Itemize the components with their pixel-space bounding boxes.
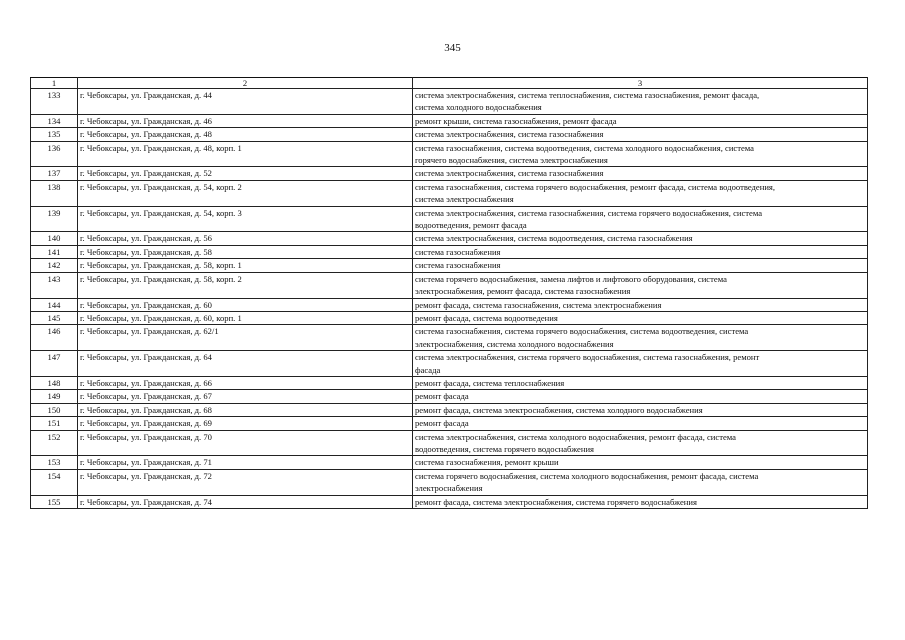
- works-line: система электроснабжения, система холодного водоснабжения, ремонт фасада, система: [415, 431, 736, 442]
- row-number: 151: [31, 417, 78, 430]
- row-number: 155: [31, 495, 78, 508]
- works-line: ремонт фасада: [415, 391, 469, 402]
- row-number: 138: [31, 180, 78, 206]
- works-line: система газоснабжения: [415, 246, 501, 257]
- row-address: г. Чебоксары, ул. Гражданская, д. 60, корп. 1: [78, 311, 413, 324]
- works-line: водоотведения, ремонт фасада: [415, 220, 527, 231]
- row-works: [413, 430, 868, 456]
- row-number: 141: [31, 245, 78, 258]
- row-number: 154: [31, 469, 78, 495]
- works-line: система горячего водоснабжения, замена лифтов и лифтового оборудования, система: [415, 273, 727, 284]
- table-row: [31, 167, 868, 180]
- row-address: г. Чебоксары, ул. Гражданская, д. 58: [78, 245, 413, 258]
- table-row: [31, 495, 868, 508]
- column-header-address: 2: [78, 78, 413, 89]
- table-row: [31, 390, 868, 403]
- row-address: г. Чебоксары, ул. Гражданская, д. 48, корп. 1: [78, 141, 413, 167]
- table-row: [31, 206, 868, 232]
- registry-table: [30, 77, 868, 509]
- row-works: [413, 311, 868, 324]
- works-line: горячего водоснабжения, система электроснабжения: [415, 155, 608, 166]
- row-works: [413, 259, 868, 272]
- row-works: [413, 89, 868, 115]
- row-works: [413, 390, 868, 403]
- table-row: [31, 298, 868, 311]
- row-address: г. Чебоксары, ул. Гражданская, д. 54, корп. 2: [78, 180, 413, 206]
- table-row: [31, 325, 868, 351]
- table-row: [31, 89, 868, 115]
- row-address: г. Чебоксары, ул. Гражданская, д. 68: [78, 403, 413, 416]
- row-address: г. Чебоксары, ул. Гражданская, д. 58, корп. 1: [78, 259, 413, 272]
- row-works: [413, 456, 868, 469]
- works-line: система газоснабжения, система водоотведения, система холодного водоснабжения, система: [415, 142, 754, 153]
- row-works: [413, 298, 868, 311]
- works-line: система электроснабжения, система водоотведения, система газоснабжения: [415, 233, 693, 244]
- row-works: [413, 141, 868, 167]
- table-row: [31, 351, 868, 377]
- row-number: 152: [31, 430, 78, 456]
- row-number: 148: [31, 376, 78, 389]
- column-header-number: 1: [31, 78, 78, 89]
- row-works: [413, 469, 868, 495]
- table-row: [31, 469, 868, 495]
- row-number: 147: [31, 351, 78, 377]
- row-address: г. Чебоксары, ул. Гражданская, д. 48: [78, 128, 413, 141]
- row-address: г. Чебоксары, ул. Гражданская, д. 72: [78, 469, 413, 495]
- row-address: г. Чебоксары, ул. Гражданская, д. 60: [78, 298, 413, 311]
- works-line: система электроснабжения, система газоснабжения: [415, 168, 604, 179]
- row-number: 146: [31, 325, 78, 351]
- works-line: система электроснабжения, система газоснабжения, система горячего водоснабжения, система: [415, 207, 763, 218]
- table-row: [31, 245, 868, 258]
- row-address: г. Чебоксары, ул. Гражданская, д. 58, корп. 2: [78, 272, 413, 298]
- row-address: г. Чебоксары, ул. Гражданская, д. 66: [78, 376, 413, 389]
- row-address: г. Чебоксары, ул. Гражданская, д. 62/1: [78, 325, 413, 351]
- works-line: система электроснабжения, система газоснабжения: [415, 129, 604, 140]
- row-works: [413, 232, 868, 245]
- row-number: 135: [31, 128, 78, 141]
- row-number: 139: [31, 206, 78, 232]
- row-works: [413, 376, 868, 389]
- works-line: ремонт фасада, система газоснабжения, система электроснабжения: [415, 299, 662, 310]
- works-line: водоотведения, система горячего водоснабжения: [415, 443, 594, 454]
- row-works: [413, 245, 868, 258]
- table-row: [31, 114, 868, 127]
- table-row: [31, 311, 868, 324]
- table-row: [31, 403, 868, 416]
- table-row: [31, 456, 868, 469]
- table-row: [31, 430, 868, 456]
- row-works: [413, 206, 868, 232]
- works-line: система холодного водоснабжения: [415, 102, 542, 113]
- row-number: 136: [31, 141, 78, 167]
- works-line: система газоснабжения, система горячего водоснабжения, ремонт фасада, система водоотведения,: [415, 181, 776, 192]
- row-works: [413, 128, 868, 141]
- table-row: [31, 417, 868, 430]
- works-line: электроснабжения, ремонт фасада, система газоснабжения: [415, 286, 631, 297]
- works-line: ремонт фасада, система электроснабжения, система горячего водоснабжения: [415, 496, 697, 507]
- table-row: [31, 376, 868, 389]
- row-works: [413, 351, 868, 377]
- table-row: [31, 180, 868, 206]
- table-row: [31, 128, 868, 141]
- works-line: ремонт фасада: [415, 418, 469, 429]
- table-row: [31, 272, 868, 298]
- row-number: 149: [31, 390, 78, 403]
- row-number: 133: [31, 89, 78, 115]
- row-works: [413, 114, 868, 127]
- page-number: 345: [444, 42, 461, 54]
- row-works: [413, 325, 868, 351]
- row-works: [413, 180, 868, 206]
- row-address: г. Чебоксары, ул. Гражданская, д. 69: [78, 417, 413, 430]
- row-works: [413, 272, 868, 298]
- column-header-works: 3: [413, 78, 868, 89]
- row-works: [413, 403, 868, 416]
- row-number: 150: [31, 403, 78, 416]
- row-number: 140: [31, 232, 78, 245]
- table-header-row: [31, 78, 868, 89]
- works-line: ремонт фасада, система электроснабжения, система холодного водоснабжения: [415, 404, 703, 415]
- row-address: г. Чебоксары, ул. Гражданская, д. 46: [78, 114, 413, 127]
- works-line: система электроснабжения, система теплоснабжения, система газоснабжения, ремонт фасада,: [415, 90, 760, 100]
- works-line: система газоснабжения, ремонт крыши: [415, 457, 559, 468]
- row-address: г. Чебоксары, ул. Гражданская, д. 54, корп. 3: [78, 206, 413, 232]
- row-address: г. Чебоксары, ул. Гражданская, д. 64: [78, 351, 413, 377]
- table-row: [31, 232, 868, 245]
- row-works: [413, 417, 868, 430]
- table-body: [31, 78, 868, 509]
- row-works: [413, 495, 868, 508]
- row-number: 134: [31, 114, 78, 127]
- table-row: [31, 259, 868, 272]
- row-address: г. Чебоксары, ул. Гражданская, д. 74: [78, 495, 413, 508]
- row-address: г. Чебоксары, ул. Гражданская, д. 70: [78, 430, 413, 456]
- row-number: 144: [31, 298, 78, 311]
- row-number: 143: [31, 272, 78, 298]
- works-line: ремонт крыши, система газоснабжения, ремонт фасада: [415, 115, 617, 126]
- row-address: г. Чебоксары, ул. Гражданская, д. 67: [78, 390, 413, 403]
- works-line: система газоснабжения, система горячего водоснабжения, система водоотведения, система: [415, 326, 749, 337]
- row-address: г. Чебоксары, ул. Гражданская, д. 52: [78, 167, 413, 180]
- works-line: электроснабжения, система холодного водоснабжения: [415, 338, 614, 349]
- row-number: 153: [31, 456, 78, 469]
- row-works: [413, 167, 868, 180]
- table-row: [31, 141, 868, 167]
- works-line: электроснабжения: [415, 483, 483, 494]
- row-address: г. Чебоксары, ул. Гражданская, д. 56: [78, 232, 413, 245]
- works-line: фасада: [415, 364, 441, 375]
- row-number: 142: [31, 259, 78, 272]
- row-number: 137: [31, 167, 78, 180]
- works-line: ремонт фасада, система водоотведения: [415, 312, 558, 323]
- row-address: г. Чебоксары, ул. Гражданская, д. 71: [78, 456, 413, 469]
- row-number: 145: [31, 311, 78, 324]
- works-line: система электроснабжения: [415, 194, 514, 205]
- works-line: ремонт фасада, система теплоснабжения: [415, 377, 565, 388]
- works-line: система горячего водоснабжения, система холодного водоснабжения, ремонт фасада, система: [415, 470, 759, 481]
- row-address: г. Чебоксары, ул. Гражданская, д. 44: [78, 89, 413, 115]
- works-line: система газоснабжения: [415, 260, 501, 271]
- works-line: система электроснабжения, система горячего водоснабжения, система газоснабжения, ремонт: [415, 352, 760, 363]
